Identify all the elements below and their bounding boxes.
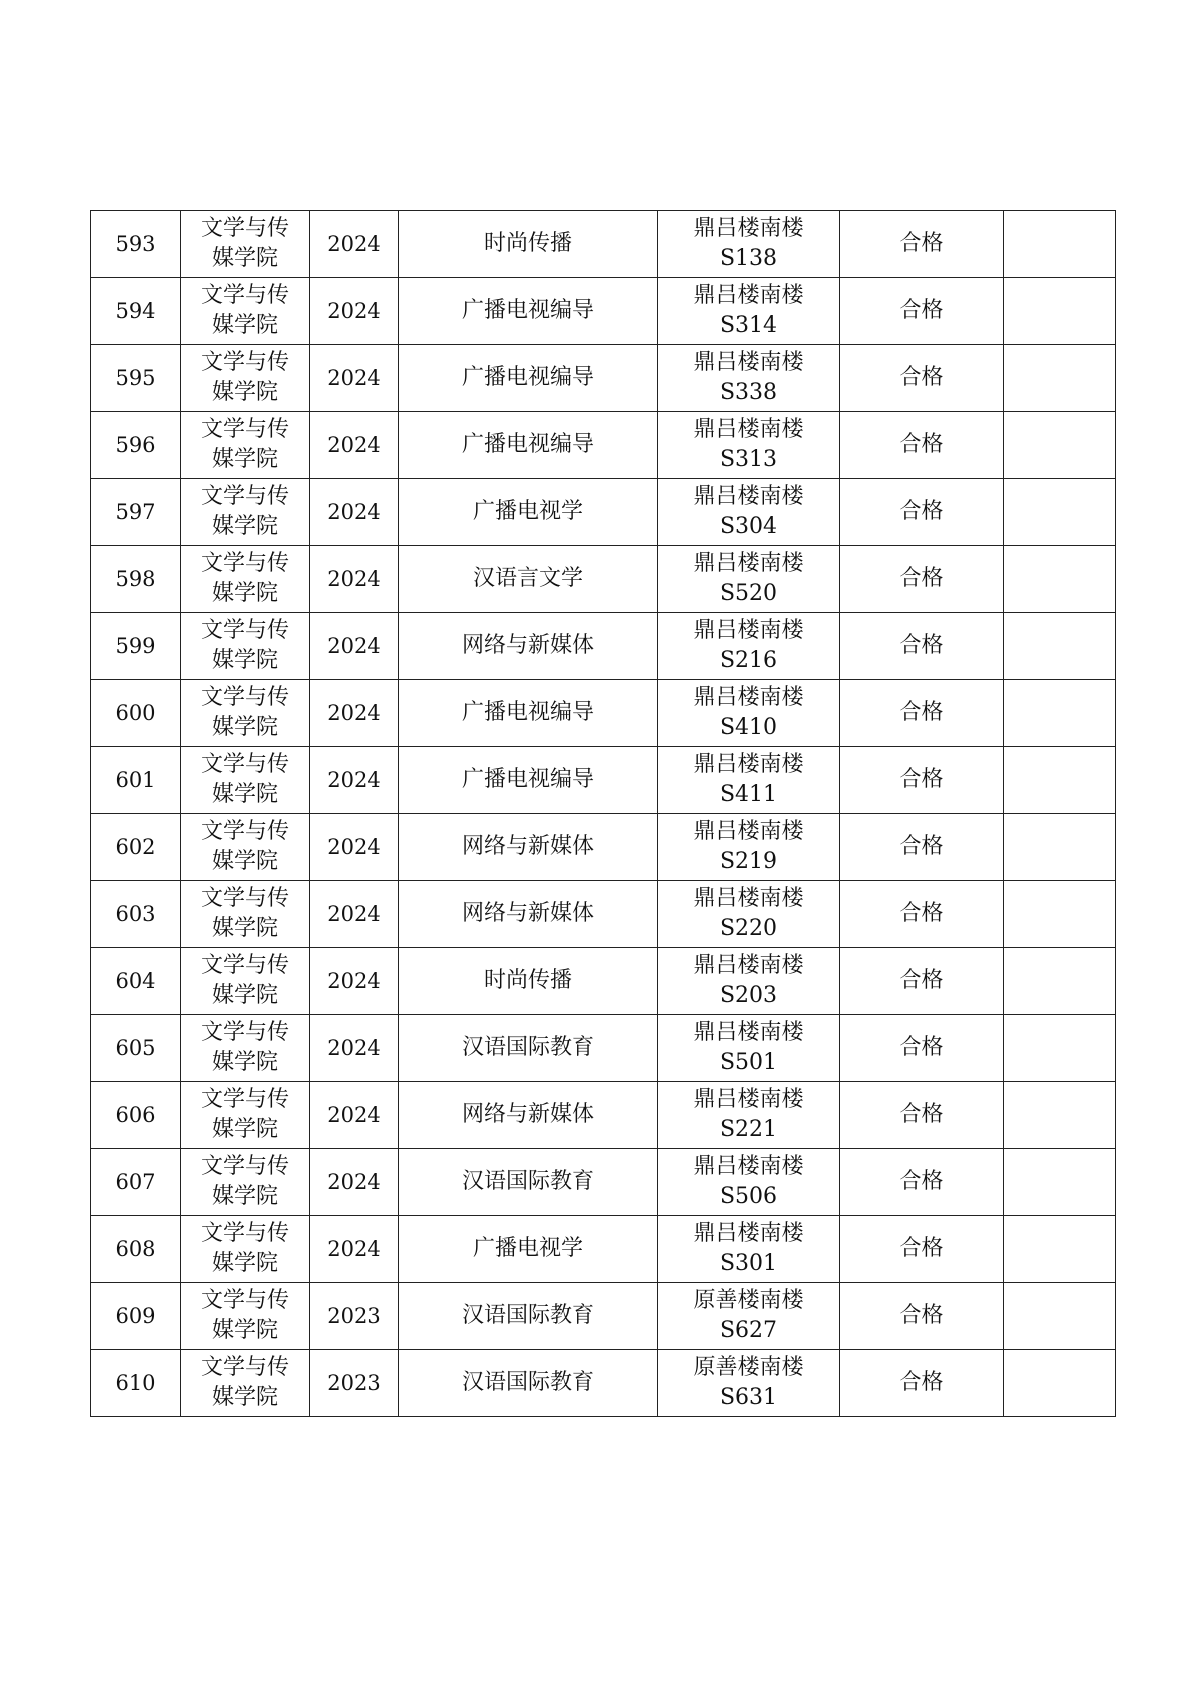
table-row xyxy=(91,1149,1116,1216)
year: 2024 xyxy=(327,1237,381,1261)
table-row xyxy=(91,1082,1116,1149)
result-cell xyxy=(840,546,1004,613)
building-name: 鼎吕楼南楼 xyxy=(693,1221,804,1246)
major-cell xyxy=(399,1015,658,1082)
room-number: S314 xyxy=(719,313,778,338)
year-cell xyxy=(310,1216,399,1283)
year: 2024 xyxy=(327,1170,381,1194)
major: 网络与新媒体 xyxy=(461,1102,594,1127)
row-number: 597 xyxy=(115,500,156,524)
row-number: 607 xyxy=(115,1170,156,1194)
major: 汉语国际教育 xyxy=(461,1169,594,1194)
table-row xyxy=(91,479,1116,546)
row-number: 601 xyxy=(115,768,156,792)
row-number-cell xyxy=(91,412,181,479)
college-line-1: 文学与传 xyxy=(200,1020,289,1045)
location-cell xyxy=(658,412,840,479)
row-number: 603 xyxy=(115,902,156,926)
row-number-cell xyxy=(91,211,181,278)
college-line-1: 文学与传 xyxy=(200,886,289,911)
table-row xyxy=(91,1216,1116,1283)
college-line-1: 文学与传 xyxy=(200,551,289,576)
college-line-1: 文学与传 xyxy=(200,417,289,442)
major: 时尚传播 xyxy=(483,231,572,256)
row-number-cell xyxy=(91,1149,181,1216)
college-cell xyxy=(181,211,310,278)
college-cell xyxy=(181,278,310,345)
result: 合格 xyxy=(899,700,944,725)
year: 2023 xyxy=(327,1371,381,1395)
college-line-2: 媒学院 xyxy=(211,983,278,1008)
row-number: 595 xyxy=(115,366,156,390)
building-name: 鼎吕楼南楼 xyxy=(693,618,804,643)
year-cell xyxy=(310,479,399,546)
result: 合格 xyxy=(899,1169,944,1194)
result-cell xyxy=(840,345,1004,412)
result: 合格 xyxy=(899,767,944,792)
table-row xyxy=(91,613,1116,680)
remark-cell xyxy=(1004,1149,1116,1216)
year: 2024 xyxy=(327,500,381,524)
result: 合格 xyxy=(899,1102,944,1127)
room-number: S411 xyxy=(719,782,778,807)
result: 合格 xyxy=(899,834,944,859)
row-number-cell xyxy=(91,1216,181,1283)
result-cell xyxy=(840,948,1004,1015)
college-line-2: 媒学院 xyxy=(211,380,278,405)
college-line-2: 媒学院 xyxy=(211,447,278,472)
room-number: S631 xyxy=(719,1385,778,1410)
college-cell xyxy=(181,1149,310,1216)
college-line-1: 文学与传 xyxy=(200,1288,289,1313)
college-cell xyxy=(181,546,310,613)
building-name: 鼎吕楼南楼 xyxy=(693,551,804,576)
college-cell xyxy=(181,412,310,479)
location-cell xyxy=(658,1015,840,1082)
room-number: S338 xyxy=(719,380,778,405)
major-cell xyxy=(399,1283,658,1350)
remark-cell xyxy=(1004,1283,1116,1350)
result: 合格 xyxy=(899,633,944,658)
result: 合格 xyxy=(899,365,944,390)
location-cell xyxy=(658,1082,840,1149)
table-row xyxy=(91,278,1116,345)
college-line-2: 媒学院 xyxy=(211,1184,278,1209)
major-cell xyxy=(399,345,658,412)
row-number-cell xyxy=(91,814,181,881)
major-cell xyxy=(399,948,658,1015)
college-line-1: 文学与传 xyxy=(200,618,289,643)
year: 2024 xyxy=(327,835,381,859)
row-number: 608 xyxy=(115,1237,156,1261)
major: 网络与新媒体 xyxy=(461,834,594,859)
row-number-cell xyxy=(91,345,181,412)
result-cell xyxy=(840,412,1004,479)
remark-cell xyxy=(1004,1216,1116,1283)
location-cell xyxy=(658,345,840,412)
location-cell xyxy=(658,613,840,680)
table-row xyxy=(91,211,1116,278)
result-cell xyxy=(840,1149,1004,1216)
major: 网络与新媒体 xyxy=(461,633,594,658)
remark-cell xyxy=(1004,680,1116,747)
row-number-cell xyxy=(91,747,181,814)
year: 2024 xyxy=(327,969,381,993)
building-name: 原善楼南楼 xyxy=(693,1355,804,1380)
result-cell xyxy=(840,1350,1004,1417)
row-number-cell xyxy=(91,1350,181,1417)
result-cell xyxy=(840,814,1004,881)
college-cell xyxy=(181,881,310,948)
remark-cell xyxy=(1004,1082,1116,1149)
college-cell xyxy=(181,1216,310,1283)
remark-cell xyxy=(1004,881,1116,948)
year-cell xyxy=(310,412,399,479)
result-cell xyxy=(840,680,1004,747)
major-cell xyxy=(399,881,658,948)
major: 网络与新媒体 xyxy=(461,901,594,926)
result-cell xyxy=(840,1283,1004,1350)
college-line-2: 媒学院 xyxy=(211,1318,278,1343)
building-name: 鼎吕楼南楼 xyxy=(693,350,804,375)
college-line-2: 媒学院 xyxy=(211,916,278,941)
location-cell xyxy=(658,1216,840,1283)
remark-cell xyxy=(1004,479,1116,546)
location-cell xyxy=(658,211,840,278)
remark-cell xyxy=(1004,1350,1116,1417)
result-cell xyxy=(840,278,1004,345)
remark-cell xyxy=(1004,412,1116,479)
building-name: 鼎吕楼南楼 xyxy=(693,685,804,710)
table-row xyxy=(91,747,1116,814)
room-number: S301 xyxy=(719,1251,778,1276)
year: 2024 xyxy=(327,1036,381,1060)
college-line-2: 媒学院 xyxy=(211,715,278,740)
year-cell xyxy=(310,1015,399,1082)
table-row xyxy=(91,345,1116,412)
table-row xyxy=(91,680,1116,747)
building-name: 鼎吕楼南楼 xyxy=(693,283,804,308)
row-number-cell xyxy=(91,479,181,546)
table-row xyxy=(91,1283,1116,1350)
major: 广播电视编导 xyxy=(461,700,594,725)
year: 2024 xyxy=(327,232,381,256)
major-cell xyxy=(399,412,658,479)
major: 广播电视学 xyxy=(472,1236,583,1261)
year: 2024 xyxy=(327,433,381,457)
room-number: S219 xyxy=(719,849,778,874)
major-cell xyxy=(399,747,658,814)
room-number: S313 xyxy=(719,447,778,472)
room-number: S138 xyxy=(719,246,778,271)
remark-cell xyxy=(1004,814,1116,881)
room-number: S304 xyxy=(719,514,778,539)
college-cell xyxy=(181,479,310,546)
remark-cell xyxy=(1004,345,1116,412)
college-cell xyxy=(181,613,310,680)
location-cell xyxy=(658,881,840,948)
building-name: 鼎吕楼南楼 xyxy=(693,752,804,777)
year: 2024 xyxy=(327,701,381,725)
result-cell xyxy=(840,747,1004,814)
major-cell xyxy=(399,278,658,345)
location-cell xyxy=(658,747,840,814)
building-name: 鼎吕楼南楼 xyxy=(693,1154,804,1179)
result: 合格 xyxy=(899,1370,944,1395)
row-number: 604 xyxy=(115,969,156,993)
major-cell xyxy=(399,1082,658,1149)
major-cell xyxy=(399,479,658,546)
building-name: 鼎吕楼南楼 xyxy=(693,417,804,442)
row-number: 593 xyxy=(115,232,156,256)
table-row xyxy=(91,412,1116,479)
row-number-cell xyxy=(91,881,181,948)
building-name: 鼎吕楼南楼 xyxy=(693,819,804,844)
major: 广播电视编导 xyxy=(461,432,594,457)
row-number: 598 xyxy=(115,567,156,591)
college-line-1: 文学与传 xyxy=(200,350,289,375)
room-number: S220 xyxy=(719,916,778,941)
year-cell xyxy=(310,1350,399,1417)
college-cell xyxy=(181,1350,310,1417)
year: 2024 xyxy=(327,299,381,323)
major: 广播电视编导 xyxy=(461,298,594,323)
result: 合格 xyxy=(899,566,944,591)
college-line-2: 媒学院 xyxy=(211,849,278,874)
year-cell xyxy=(310,613,399,680)
college-line-2: 媒学院 xyxy=(211,581,278,606)
remark-cell xyxy=(1004,546,1116,613)
result-cell xyxy=(840,613,1004,680)
result-cell xyxy=(840,1015,1004,1082)
college-line-2: 媒学院 xyxy=(211,514,278,539)
room-number: S410 xyxy=(719,715,778,740)
college-line-2: 媒学院 xyxy=(211,1117,278,1142)
major-cell xyxy=(399,211,658,278)
remark-cell xyxy=(1004,1015,1116,1082)
room-number: S216 xyxy=(719,648,778,673)
room-number: S501 xyxy=(719,1050,778,1075)
year-cell xyxy=(310,948,399,1015)
room-number: S520 xyxy=(719,581,778,606)
major-cell xyxy=(399,1350,658,1417)
row-number: 606 xyxy=(115,1103,156,1127)
table-row xyxy=(91,1015,1116,1082)
location-cell xyxy=(658,546,840,613)
year: 2024 xyxy=(327,366,381,390)
table-row xyxy=(91,1350,1116,1417)
year-cell xyxy=(310,211,399,278)
college-line-2: 媒学院 xyxy=(211,313,278,338)
major-cell xyxy=(399,680,658,747)
college-line-1: 文学与传 xyxy=(200,1087,289,1112)
college-cell xyxy=(181,345,310,412)
college-line-1: 文学与传 xyxy=(200,1154,289,1179)
row-number: 599 xyxy=(115,634,156,658)
college-line-2: 媒学院 xyxy=(211,648,278,673)
location-cell xyxy=(658,278,840,345)
row-number-cell xyxy=(91,948,181,1015)
college-line-1: 文学与传 xyxy=(200,216,289,241)
result-cell xyxy=(840,211,1004,278)
result: 合格 xyxy=(899,901,944,926)
table-row xyxy=(91,814,1116,881)
remark-cell xyxy=(1004,747,1116,814)
result-cell xyxy=(840,1082,1004,1149)
major-cell xyxy=(399,1149,658,1216)
row-number-cell xyxy=(91,613,181,680)
room-number: S627 xyxy=(719,1318,778,1343)
major-cell xyxy=(399,613,658,680)
remark-cell xyxy=(1004,613,1116,680)
major: 广播电视编导 xyxy=(461,365,594,390)
location-cell xyxy=(658,680,840,747)
row-number-cell xyxy=(91,546,181,613)
college-line-2: 媒学院 xyxy=(211,246,278,271)
row-number-cell xyxy=(91,1082,181,1149)
year-cell xyxy=(310,680,399,747)
row-number: 594 xyxy=(115,299,156,323)
result: 合格 xyxy=(899,1303,944,1328)
row-number-cell xyxy=(91,1015,181,1082)
college-cell xyxy=(181,1015,310,1082)
year: 2023 xyxy=(327,1304,381,1328)
major: 汉语国际教育 xyxy=(461,1303,594,1328)
college-line-1: 文学与传 xyxy=(200,1221,289,1246)
building-name: 鼎吕楼南楼 xyxy=(693,484,804,509)
table-body xyxy=(91,211,1116,1417)
result-cell xyxy=(840,1216,1004,1283)
college-cell xyxy=(181,814,310,881)
year-cell xyxy=(310,881,399,948)
result-cell xyxy=(840,881,1004,948)
row-number: 610 xyxy=(115,1371,156,1395)
building-name: 鼎吕楼南楼 xyxy=(693,1020,804,1045)
building-name: 鼎吕楼南楼 xyxy=(693,953,804,978)
result: 合格 xyxy=(899,968,944,993)
row-number-cell xyxy=(91,680,181,747)
result-cell xyxy=(840,479,1004,546)
college-line-1: 文学与传 xyxy=(200,953,289,978)
building-name: 原善楼南楼 xyxy=(693,1288,804,1313)
inspection-results-table xyxy=(90,210,1116,1417)
year-cell xyxy=(310,1082,399,1149)
result: 合格 xyxy=(899,1236,944,1261)
year-cell xyxy=(310,814,399,881)
location-cell xyxy=(658,1283,840,1350)
major-cell xyxy=(399,546,658,613)
result: 合格 xyxy=(899,499,944,524)
college-line-1: 文学与传 xyxy=(200,283,289,308)
college-cell xyxy=(181,1283,310,1350)
year: 2024 xyxy=(327,768,381,792)
room-number: S506 xyxy=(719,1184,778,1209)
college-cell xyxy=(181,948,310,1015)
year-cell xyxy=(310,278,399,345)
remark-cell xyxy=(1004,948,1116,1015)
location-cell xyxy=(658,479,840,546)
major-cell xyxy=(399,814,658,881)
year: 2024 xyxy=(327,567,381,591)
college-cell xyxy=(181,747,310,814)
college-line-1: 文学与传 xyxy=(200,685,289,710)
remark-cell xyxy=(1004,278,1116,345)
major-cell xyxy=(399,1216,658,1283)
row-number: 605 xyxy=(115,1036,156,1060)
building-name: 鼎吕楼南楼 xyxy=(693,216,804,241)
major: 汉语国际教育 xyxy=(461,1370,594,1395)
row-number: 609 xyxy=(115,1304,156,1328)
college-line-1: 文学与传 xyxy=(200,819,289,844)
location-cell xyxy=(658,1350,840,1417)
college-line-2: 媒学院 xyxy=(211,1050,278,1075)
result: 合格 xyxy=(899,298,944,323)
room-number: S221 xyxy=(719,1117,778,1142)
college-cell xyxy=(181,1082,310,1149)
major: 广播电视学 xyxy=(472,499,583,524)
row-number: 602 xyxy=(115,835,156,859)
building-name: 鼎吕楼南楼 xyxy=(693,886,804,911)
result: 合格 xyxy=(899,231,944,256)
year-cell xyxy=(310,1283,399,1350)
row-number: 596 xyxy=(115,433,156,457)
college-line-2: 媒学院 xyxy=(211,1385,278,1410)
major: 汉语国际教育 xyxy=(461,1035,594,1060)
major: 广播电视编导 xyxy=(461,767,594,792)
year-cell xyxy=(310,747,399,814)
table-row xyxy=(91,948,1116,1015)
year-cell xyxy=(310,546,399,613)
remark-cell xyxy=(1004,211,1116,278)
major: 时尚传播 xyxy=(483,968,572,993)
year: 2024 xyxy=(327,902,381,926)
year: 2024 xyxy=(327,634,381,658)
college-line-1: 文学与传 xyxy=(200,1355,289,1380)
year: 2024 xyxy=(327,1103,381,1127)
row-number-cell xyxy=(91,1283,181,1350)
table-row xyxy=(91,546,1116,613)
location-cell xyxy=(658,948,840,1015)
result: 合格 xyxy=(899,1035,944,1060)
row-number: 600 xyxy=(115,701,156,725)
college-line-1: 文学与传 xyxy=(200,752,289,777)
building-name: 鼎吕楼南楼 xyxy=(693,1087,804,1112)
year-cell xyxy=(310,345,399,412)
college-line-1: 文学与传 xyxy=(200,484,289,509)
major: 汉语言文学 xyxy=(472,566,583,591)
result: 合格 xyxy=(899,432,944,457)
college-line-2: 媒学院 xyxy=(211,1251,278,1276)
college-line-2: 媒学院 xyxy=(211,782,278,807)
college-cell xyxy=(181,680,310,747)
room-number: S203 xyxy=(719,983,778,1008)
table-row xyxy=(91,881,1116,948)
location-cell xyxy=(658,814,840,881)
location-cell xyxy=(658,1149,840,1216)
row-number-cell xyxy=(91,278,181,345)
year-cell xyxy=(310,1149,399,1216)
